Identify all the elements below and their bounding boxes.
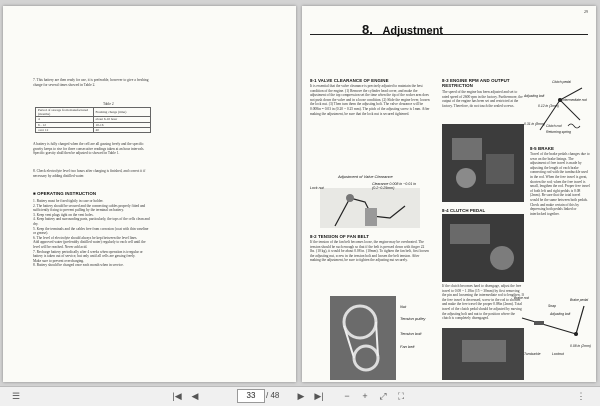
page-number: 29 [584, 9, 588, 14]
s84-heading: 8-4 CLUTCH PEDAL [442, 208, 486, 213]
table-cell: 10-16 [93, 122, 151, 127]
brake-label-2mm: 0.08 in (2mm) [570, 344, 591, 348]
s81-text: It is essential that the valve clearance is precisely adjusted to maintain the best condition of the engine. (1) Remove the cylinder head cover, and make the adjustment of the top compression set the time when the tip of the rocker arm does not push down the valve and in a loose condition. (2) Slide the engine lever, loosen the lock nut. (3) Then turn them the adjusting bolt. The valve clearance will be 0.008in = 0.03 in (0.20 ~ 0.25 mm). The pitch of the adjusting screw is 1mm. After making the adjustment, be sure that the lock nut is secured tightened. [310, 84, 430, 116]
pivot-drawing [574, 332, 578, 336]
clutch-label-3mm: 0.12 in (3mm) [538, 104, 559, 108]
fan-belt-label-nut: Nut [400, 304, 407, 309]
list-item: Add approved water (preferably distilled water) regularly to each cell until the level will be reached. Never add acid. [33, 240, 146, 249]
engine-block-drawing [486, 154, 514, 184]
clutch-part-drawing [490, 246, 514, 270]
s82-text: If the tension of the fan belt becomes loose, the engine may be overheated. The tension should be such enough so that if the belt is pressed down with finger 22 lbs. (10 kg), it would be about 0.08 in. (10mm). To tighten the fan belt, first loosen the adjusting nut, screw in the tension bolt and loosen the belt tension. After making the adjustment, be sure to tighten the adjusting nut securely. [310, 240, 429, 263]
engine-block-drawing [452, 138, 482, 160]
clutch-label-8mm: 0.31 in (8mm) [524, 122, 545, 126]
turnbuckle-drawing [534, 321, 544, 325]
s81-heading: 8-1 VALVE CLEARANCE OF ENGINE [310, 78, 389, 83]
table-title: Table 2 [103, 102, 114, 106]
note-text: A battery is fully charged when the cell are all gassing freely and the specific gravity keeps to rise for three consecutive readings taken at an hour intervals. Specific gravity shall then be adjusted to showed in Table 1. [33, 142, 145, 156]
page-number-input[interactable]: 33 [237, 389, 265, 403]
next-page-button[interactable]: ▶ [297, 391, 305, 401]
brake-rod-drawing [522, 318, 576, 334]
list-item: 7. Recharge battery periodically after 4 weeks when operation is irregular or battery is taken out of service, but only until all cells are gassing freely. [33, 249, 143, 259]
storage-table [35, 107, 151, 133]
clutch-label-adjusting-bolt: Adjusting bolt [524, 94, 545, 98]
fullscreen-button[interactable]: ⛶ [397, 391, 405, 401]
title-rule [310, 34, 588, 35]
first-page-button[interactable]: |◀ [172, 391, 182, 401]
clutch-photo [442, 214, 524, 282]
section-number: 8. [362, 22, 373, 37]
fan-belt-label-tension-bolt: Tension bolt [400, 331, 422, 336]
adjust-screw-drawing [346, 194, 354, 202]
s84-text: If the clutch becomes hard to disengage, adjust the free travel to 0.08 ~ 1.18in (15 ~ 30mm) by first removing the pin and loosening the intermediate rod to lengthen. If the free travel is decreased, screw in the rod to shorten and make the free travel the proper 0.08in (2mm). Total travel of the clutch pedal should be adjusted by moving the adjusting bolt and nut to the position where the clutch is completely disengaged. [442, 284, 524, 321]
s81-figure-label-locknut: Lock nut [310, 186, 324, 190]
prev-page-button[interactable]: ◀ [191, 391, 199, 401]
table-cell: 6 - 12 [36, 122, 94, 127]
zoom-in-button[interactable]: + [362, 391, 368, 401]
brake-label-brake-pedal: Brake pedal [570, 298, 589, 302]
more-options-button[interactable]: ⋮ [576, 391, 586, 401]
clutch-photo-art [442, 214, 524, 282]
pdf-toolbar [0, 386, 600, 406]
table-cell: 4 [36, 117, 94, 122]
list-item: 2. The battery should be secured and the connecting cables properly fitted and sufficiently fixing to prevent pulling by the terminal on battery. [33, 203, 146, 213]
list-item: 5. Keep the terminals and the cables free from corrosion (coat with thin vaseline or grease). [33, 226, 149, 236]
table-header-charge: Freshing charge (time) [93, 108, 151, 117]
table-cell: about 6-10 hour [93, 117, 151, 122]
fan-belt-label-tension-pulley: Tension pulley [400, 316, 426, 321]
list-item: 4. Keep battery and surrounding parts, particularly, the tops of the cells clean and dry. [33, 217, 150, 226]
fan-belt-label-fan-belt: Fan belt [400, 344, 415, 349]
pedal-drawing [462, 340, 506, 362]
operating-list [33, 199, 151, 268]
fan-belt-photo [330, 296, 396, 380]
brake-label-locknut: Locknut [552, 352, 564, 356]
fan-belt-photo-art [330, 296, 396, 380]
right-page [302, 6, 596, 382]
list-item: 6. The level of electrolyte should always be kept between the level lines. [33, 235, 138, 240]
s82-heading: 8-2 TENSION OF FAN BELT [310, 234, 370, 239]
clutch-label-intermediate-rod: Intermediate rod [562, 98, 587, 102]
brake-pedal-drawing [576, 306, 584, 334]
clutch-label-clutch-rod: Clutch rod [546, 124, 562, 128]
s85-text: Travel of the brake pedals changes due to wear on the brake linings. The adjustment of free travel is made by adjusting the length of each brake connecting rod with the turnbuckle used in the rod. When the free travel is great, shorten the rod; when the free travel is small, lengthen the rod. Proper free travel of both left and right pedals is 0.08 (2mm). Be sure that the total travel would be the same between both pedals. Check and make certain of this by depressing both pedals linked or interlocked together. [530, 152, 590, 216]
list-item: Make sure to prevent overcharging. [33, 258, 85, 263]
operating-heading: ■ OPERATING INSTRUCTION [33, 191, 97, 196]
clutch-label-returning-spring: Returning spring [546, 130, 571, 134]
engine-photo-art [442, 124, 524, 202]
feeler-gauge-drawing [365, 208, 377, 226]
brake-label-turnbuckle: Turnbuckle [524, 352, 541, 356]
list-item: 3. Keep vent plugs tight on the vent holes. [33, 212, 94, 217]
engine-part-drawing [456, 168, 476, 188]
list-item: 1. Battery must be fixed tightly in case or holder. [33, 199, 104, 203]
clutch-pedal-photo [442, 328, 524, 380]
table-cell: 40 [93, 127, 151, 132]
note-text: 8. Check electrolyte level two hours after charging is finished, and correct it if necessary by adding distilled water. [33, 169, 146, 178]
section-title [362, 22, 443, 37]
zoom-out-button[interactable]: − [344, 391, 350, 401]
s83-heading: 8-3 ENGINE RPM AND OUTPUT RESTRICTION [442, 78, 510, 88]
s81-figure-label-clearance: Clearance 0.008 in ~0.01 in (0.2~0.25mm) [372, 182, 417, 190]
s85-heading: 8-5 BRAKE [530, 146, 555, 151]
brake-label-snap: Snap [548, 304, 556, 308]
brake-label-adjusting-bolt: Adjusting bolt [550, 312, 571, 316]
brake-label-brake-rod: Brake rod [514, 296, 529, 300]
s81-figure-title: Adjustment of Valve Clearance [338, 174, 393, 179]
clutch-part-drawing [450, 224, 490, 244]
table-header-period: Period of storage from manufactured (months) [36, 108, 94, 117]
list-item: 8. Battery should be charged once each month when in service. [33, 263, 124, 268]
table-cell: over 12 [36, 127, 94, 132]
engine-photo [442, 124, 524, 202]
clutch-pedal-photo-art [442, 328, 524, 380]
menu-icon[interactable]: ☰ [11, 391, 21, 401]
last-page-button[interactable]: ▶| [314, 391, 324, 401]
clutch-label-pedal: Clutch pedal [552, 80, 571, 84]
section-heading: Adjustment [382, 25, 443, 37]
intro-text: 7. This battery are then ready for use, it is preferable, however to give a freshing charge for several times showed in Table 2. [33, 78, 149, 87]
page-total: / 48 [266, 391, 280, 400]
s83-text: The speed of the engine has been adjusted and set to rated speed of 2600 rpm in the factory. Furthermore, the output of the engine has been set and restricted at the factory. Therefore, do not touch the sealed screws. [442, 90, 523, 108]
left-page [3, 6, 296, 382]
spring-drawing [568, 124, 580, 128]
fit-page-button[interactable]: ⤢ [379, 391, 387, 401]
intermediate-rod-drawing [560, 100, 580, 120]
table-row [36, 127, 151, 132]
